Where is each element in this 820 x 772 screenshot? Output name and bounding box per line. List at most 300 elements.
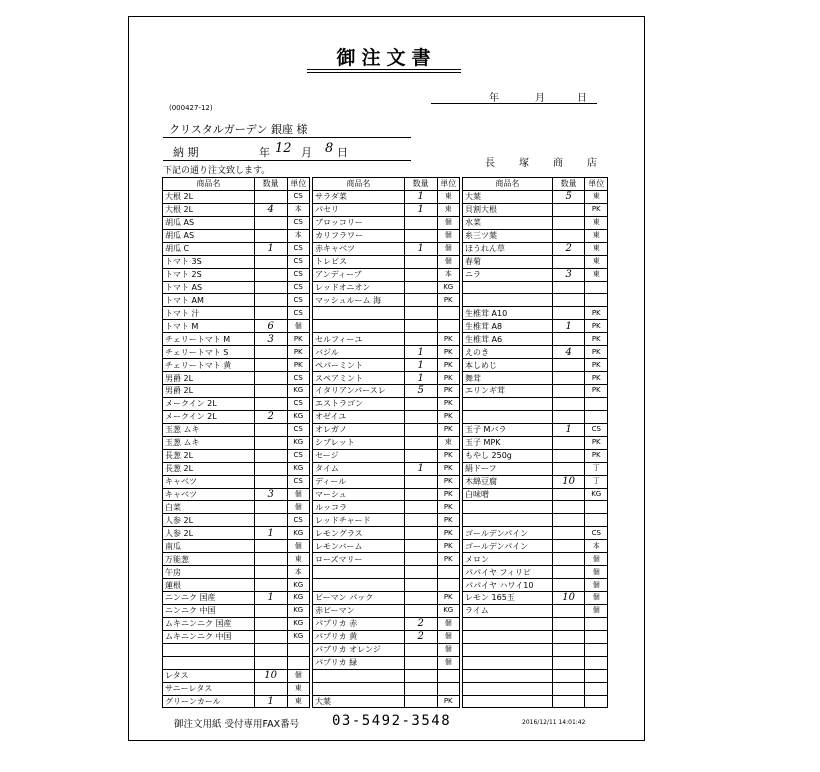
item-name-cell: メークイン 2L: [163, 397, 255, 410]
item-name-cell: グリーンカール: [163, 695, 255, 708]
quantity-cell: 2: [254, 410, 287, 423]
quantity-cell: 3: [254, 333, 287, 346]
unit-cell: KG: [287, 385, 309, 398]
quantity-cell: 5: [404, 385, 437, 398]
quantity-cell: [404, 449, 437, 462]
quantity-cell: [254, 397, 287, 410]
unit-cell: KG: [437, 604, 459, 617]
unit-cell: CS: [287, 216, 309, 229]
unit-cell: [437, 579, 459, 592]
header-item: 商品名: [463, 178, 553, 191]
quantity-cell: [552, 449, 585, 462]
quantity-cell: 3: [254, 488, 287, 501]
delivery-month-label: 月: [301, 146, 312, 159]
unit-cell: KG: [287, 410, 309, 423]
unit-cell: 丁: [585, 462, 608, 475]
customer-name: クリスタルガーデン 銀座 様: [169, 123, 308, 136]
unit-cell: 個: [437, 229, 459, 242]
unit-cell: 東: [585, 216, 608, 229]
item-name-cell: チェリートマト M: [163, 333, 255, 346]
item-name-cell: 長葱 2L: [163, 462, 255, 475]
quantity-cell: [404, 397, 437, 410]
item-name-cell: [463, 669, 553, 682]
item-name-cell: ペパーミント: [313, 359, 405, 372]
unit-cell: 個: [287, 540, 309, 553]
quantity-cell: [552, 604, 585, 617]
unit-cell: CS: [287, 475, 309, 488]
unit-cell: PK: [585, 372, 608, 385]
item-name-cell: [163, 643, 255, 656]
quantity-cell: [552, 359, 585, 372]
unit-cell: 個: [437, 255, 459, 268]
item-name-cell: パセリ: [313, 203, 405, 216]
quantity-cell: [254, 385, 287, 398]
table-row: [163, 462, 608, 475]
item-name-cell: スペアミント: [313, 372, 405, 385]
item-name-cell: 貝割大根: [463, 203, 553, 216]
item-name-cell: イタリアンパースレ: [313, 385, 405, 398]
table-row: [163, 294, 608, 307]
quantity-cell: [254, 617, 287, 630]
item-name-cell: 人参 2L: [163, 514, 255, 527]
table-row: [163, 579, 608, 592]
delivery-year-label: 年: [259, 146, 270, 159]
quantity-cell: [254, 604, 287, 617]
quantity-cell: [404, 592, 437, 605]
item-name-cell: サラダ菜: [313, 190, 405, 203]
quantity-cell: [552, 695, 585, 708]
quantity-cell: [404, 553, 437, 566]
item-name-cell: レモンバーム: [313, 540, 405, 553]
item-name-cell: 万能葱: [163, 553, 255, 566]
table-row: [163, 346, 608, 359]
unit-cell: PK: [437, 385, 459, 398]
unit-cell: [585, 643, 608, 656]
quantity-cell: [552, 617, 585, 630]
item-name-cell: 絹ドーフ: [463, 462, 553, 475]
item-name-cell: [163, 656, 255, 669]
quantity-cell: [254, 540, 287, 553]
unit-cell: PK: [585, 203, 608, 216]
quantity-cell: [552, 540, 585, 553]
item-name-cell: マッシュルーム 海: [313, 294, 405, 307]
header-qty: 数量: [254, 178, 287, 191]
customer-underline: [163, 137, 411, 138]
quantity-cell: [552, 203, 585, 216]
table-row: [163, 604, 608, 617]
unit-cell: 東: [585, 190, 608, 203]
header-unit: 単位: [585, 178, 608, 191]
item-name-cell: ムキニンニク 中国: [163, 630, 255, 643]
item-name-cell: 赤キャベツ: [313, 242, 405, 255]
item-name-cell: 本しめじ: [463, 359, 553, 372]
unit-cell: CS: [287, 514, 309, 527]
unit-cell: PK: [437, 488, 459, 501]
unit-cell: [437, 307, 459, 320]
item-name-cell: パプリカ 黄: [313, 630, 405, 643]
unit-cell: 東: [585, 255, 608, 268]
unit-cell: 個: [287, 669, 309, 682]
quantity-cell: [404, 294, 437, 307]
unit-cell: 東: [585, 242, 608, 255]
unit-cell: [585, 397, 608, 410]
quantity-cell: [254, 307, 287, 320]
item-name-cell: [313, 579, 405, 592]
unit-cell: PK: [287, 346, 309, 359]
unit-cell: PK: [287, 333, 309, 346]
quantity-cell: [254, 682, 287, 695]
quantity-cell: 1: [404, 190, 437, 203]
quantity-cell: [404, 669, 437, 682]
date-year-label: 年: [489, 93, 499, 104]
item-name-cell: 生椎茸 A10: [463, 307, 553, 320]
table-row: [163, 695, 608, 708]
unit-cell: KG: [585, 488, 608, 501]
quantity-cell: 1: [404, 462, 437, 475]
item-name-cell: トマト 汁: [163, 307, 255, 320]
unit-cell: PK: [437, 695, 459, 708]
quantity-cell: 4: [552, 346, 585, 359]
unit-cell: 個: [437, 242, 459, 255]
order-date-field: [431, 89, 597, 103]
quantity-cell: 10: [552, 592, 585, 605]
quantity-cell: 6: [254, 320, 287, 333]
quantity-cell: [404, 255, 437, 268]
item-name-cell: 大根 2L: [163, 190, 255, 203]
shop-char: 店: [587, 158, 597, 169]
quantity-cell: [254, 501, 287, 514]
item-name-cell: メロン: [463, 553, 553, 566]
item-name-cell: 白味噌: [463, 488, 553, 501]
unit-cell: [585, 294, 608, 307]
item-name-cell: セージ: [313, 449, 405, 462]
quantity-cell: [404, 333, 437, 346]
item-name-cell: トマト AS: [163, 281, 255, 294]
item-name-cell: 水菜: [463, 216, 553, 229]
item-name-cell: ピーマン パック: [313, 592, 405, 605]
quantity-cell: [254, 268, 287, 281]
item-name-cell: 玉葱 ムキ: [163, 436, 255, 449]
quantity-cell: 1: [404, 346, 437, 359]
table-row: [163, 281, 608, 294]
unit-cell: PK: [437, 527, 459, 540]
order-instruction: 下記の通り注文致します。: [163, 166, 271, 176]
quantity-cell: 10: [254, 669, 287, 682]
order-form-sheet: [128, 16, 645, 741]
table-row: [163, 449, 608, 462]
unit-cell: [585, 695, 608, 708]
table-row: [163, 617, 608, 630]
quantity-cell: [254, 372, 287, 385]
quantity-cell: [552, 462, 585, 475]
unit-cell: KG: [287, 630, 309, 643]
unit-cell: 東: [585, 268, 608, 281]
delivery-underline: [163, 160, 411, 161]
item-name-cell: [463, 630, 553, 643]
quantity-cell: 1: [254, 695, 287, 708]
table-row: [163, 553, 608, 566]
quantity-cell: [552, 229, 585, 242]
item-name-cell: 男爵 2L: [163, 372, 255, 385]
table-row: [163, 255, 608, 268]
quantity-cell: [404, 423, 437, 436]
unit-cell: PK: [437, 540, 459, 553]
quantity-cell: [254, 255, 287, 268]
unit-cell: PK: [585, 346, 608, 359]
unit-cell: 個: [437, 630, 459, 643]
item-name-cell: 人参 2L: [163, 527, 255, 540]
table-row: [163, 682, 608, 695]
item-name-cell: 長葱 2L: [163, 449, 255, 462]
table-row: [163, 566, 608, 579]
table-row: [163, 385, 608, 398]
quantity-cell: [404, 540, 437, 553]
item-name-cell: [463, 643, 553, 656]
quantity-cell: 2: [404, 630, 437, 643]
delivery-date-field: [173, 141, 413, 161]
unit-cell: 個: [437, 643, 459, 656]
item-name-cell: ゴールデンパイン: [463, 540, 553, 553]
date-month-label: 月: [535, 93, 545, 104]
quantity-cell: [254, 190, 287, 203]
unit-cell: CS: [585, 423, 608, 436]
header-qty: 数量: [404, 178, 437, 191]
date-underline: [431, 103, 597, 104]
item-name-cell: [313, 320, 405, 333]
quantity-cell: 1: [404, 203, 437, 216]
item-name-cell: 春菊: [463, 255, 553, 268]
delivery-day-label: 日: [337, 146, 348, 159]
table-row: [163, 242, 608, 255]
quantity-cell: 5: [552, 190, 585, 203]
quantity-cell: 3: [552, 268, 585, 281]
item-name-cell: [463, 397, 553, 410]
unit-cell: PK: [437, 475, 459, 488]
quantity-cell: 1: [404, 372, 437, 385]
table-row: [163, 630, 608, 643]
table-row: [163, 190, 608, 203]
header-unit: 単位: [437, 178, 459, 191]
item-name-cell: ニラ: [463, 268, 553, 281]
table-row: [163, 372, 608, 385]
form-title: 御注文書: [336, 47, 437, 69]
unit-cell: CS: [287, 255, 309, 268]
item-name-cell: 木綿豆腐: [463, 475, 553, 488]
unit-cell: PK: [437, 462, 459, 475]
unit-cell: CS: [585, 527, 608, 540]
quantity-cell: [254, 514, 287, 527]
table-row: [163, 423, 608, 436]
quantity-cell: [254, 346, 287, 359]
quantity-cell: [404, 410, 437, 423]
item-name-cell: ブロッコリー: [313, 216, 405, 229]
unit-cell: [585, 410, 608, 423]
table-row: [163, 359, 608, 372]
quantity-cell: [552, 436, 585, 449]
quantity-cell: 4: [254, 203, 287, 216]
item-name-cell: エストラゴン: [313, 397, 405, 410]
item-name-cell: 胡瓜 C: [163, 242, 255, 255]
unit-cell: 本: [287, 229, 309, 242]
unit-cell: [585, 281, 608, 294]
item-name-cell: オゼイユ: [313, 410, 405, 423]
quantity-cell: [254, 359, 287, 372]
quantity-cell: [552, 255, 585, 268]
item-name-cell: 胡瓜 AS: [163, 216, 255, 229]
quantity-cell: [254, 449, 287, 462]
quantity-cell: [404, 320, 437, 333]
shop-char: 塚: [519, 158, 529, 169]
quantity-cell: [552, 682, 585, 695]
table-row: [163, 669, 608, 682]
quantity-cell: [404, 268, 437, 281]
unit-cell: KG: [287, 436, 309, 449]
item-name-cell: パパイヤ ハワイ10: [463, 579, 553, 592]
customer-code: (000427-12): [169, 104, 213, 112]
unit-cell: CS: [287, 372, 309, 385]
item-name-cell: [313, 566, 405, 579]
unit-cell: PK: [585, 436, 608, 449]
print-timestamp: 2016/12/11 14:01:42: [522, 719, 586, 726]
unit-cell: [585, 514, 608, 527]
quantity-cell: [254, 475, 287, 488]
item-name-cell: シブレット: [313, 436, 405, 449]
quantity-cell: [552, 579, 585, 592]
item-name-cell: 大根 2L: [163, 203, 255, 216]
unit-cell: 東: [287, 682, 309, 695]
item-name-cell: タイム: [313, 462, 405, 475]
quantity-cell: [404, 695, 437, 708]
item-name-cell: 生椎茸 A8: [463, 320, 553, 333]
quantity-cell: 1: [254, 527, 287, 540]
unit-cell: [437, 566, 459, 579]
quantity-cell: [552, 333, 585, 346]
unit-cell: PK: [585, 333, 608, 346]
item-name-cell: [313, 669, 405, 682]
shop-char: 長: [485, 158, 495, 169]
quantity-cell: [404, 604, 437, 617]
item-name-cell: [463, 294, 553, 307]
unit-cell: 東: [585, 229, 608, 242]
quantity-cell: [404, 656, 437, 669]
unit-cell: CS: [287, 294, 309, 307]
quantity-cell: 1: [552, 320, 585, 333]
unit-cell: CS: [287, 397, 309, 410]
unit-cell: [437, 320, 459, 333]
item-name-cell: [463, 501, 553, 514]
quantity-cell: [254, 579, 287, 592]
unit-cell: 本: [585, 540, 608, 553]
item-name-cell: 玉子 Mバラ: [463, 423, 553, 436]
unit-cell: PK: [437, 553, 459, 566]
quantity-cell: [404, 501, 437, 514]
table-row: [163, 410, 608, 423]
quantity-cell: [552, 630, 585, 643]
item-name-cell: [463, 514, 553, 527]
quantity-cell: [404, 566, 437, 579]
quantity-cell: [552, 281, 585, 294]
item-name-cell: バジル: [313, 346, 405, 359]
quantity-cell: [254, 566, 287, 579]
quantity-cell: [404, 527, 437, 540]
shop-char: 商: [553, 158, 563, 169]
unit-cell: [585, 682, 608, 695]
quantity-cell: [254, 436, 287, 449]
quantity-cell: [552, 501, 585, 514]
quantity-cell: [404, 514, 437, 527]
quantity-cell: [552, 553, 585, 566]
item-name-cell: カリフラワー: [313, 229, 405, 242]
unit-cell: 東: [287, 553, 309, 566]
unit-cell: PK: [287, 359, 309, 372]
item-name-cell: [463, 682, 553, 695]
table-row: [163, 527, 608, 540]
unit-cell: 本: [287, 566, 309, 579]
table-row: [163, 592, 608, 605]
unit-cell: PK: [437, 294, 459, 307]
table-row: [163, 229, 608, 242]
item-name-cell: メークイン 2L: [163, 410, 255, 423]
unit-cell: [585, 630, 608, 643]
quantity-cell: [552, 656, 585, 669]
item-name-cell: パパイヤ フィリピ: [463, 566, 553, 579]
table-row: [163, 656, 608, 669]
item-name-cell: トマト M: [163, 320, 255, 333]
table-header: [163, 178, 608, 191]
header-item: 商品名: [163, 178, 255, 191]
unit-cell: 個: [585, 579, 608, 592]
table-row: [163, 216, 608, 229]
quantity-cell: [404, 229, 437, 242]
item-name-cell: 蓮根: [163, 579, 255, 592]
table-row: [163, 501, 608, 514]
quantity-cell: [552, 514, 585, 527]
quantity-cell: [552, 294, 585, 307]
table-row: [163, 397, 608, 410]
table-row: [163, 514, 608, 527]
quantity-cell: [552, 488, 585, 501]
quantity-cell: 1: [404, 359, 437, 372]
quantity-cell: 1: [404, 242, 437, 255]
item-name-cell: レッドチャード: [313, 514, 405, 527]
unit-cell: [287, 656, 309, 669]
unit-cell: PK: [585, 320, 608, 333]
item-name-cell: ゴールデンパイン: [463, 527, 553, 540]
quantity-cell: [404, 216, 437, 229]
item-name-cell: ローズマリー: [313, 553, 405, 566]
item-name-cell: レタス: [163, 669, 255, 682]
unit-cell: 東: [437, 190, 459, 203]
unit-cell: CS: [287, 242, 309, 255]
quantity-cell: [254, 216, 287, 229]
quantity-cell: [552, 216, 585, 229]
unit-cell: 丁: [585, 475, 608, 488]
quantity-cell: [404, 488, 437, 501]
item-name-cell: パプリカ オレンジ: [313, 643, 405, 656]
quantity-cell: 2: [404, 617, 437, 630]
item-name-cell: [313, 682, 405, 695]
item-name-cell: 赤ピーマン: [313, 604, 405, 617]
item-name-cell: トマト AM: [163, 294, 255, 307]
item-name-cell: エリンギ茸: [463, 385, 553, 398]
item-name-cell: [463, 617, 553, 630]
item-name-cell: [463, 281, 553, 294]
table-row: [163, 203, 608, 216]
item-name-cell: 午房: [163, 566, 255, 579]
unit-cell: 個: [287, 488, 309, 501]
item-name-cell: ほうれん草: [463, 242, 553, 255]
unit-cell: CS: [287, 190, 309, 203]
